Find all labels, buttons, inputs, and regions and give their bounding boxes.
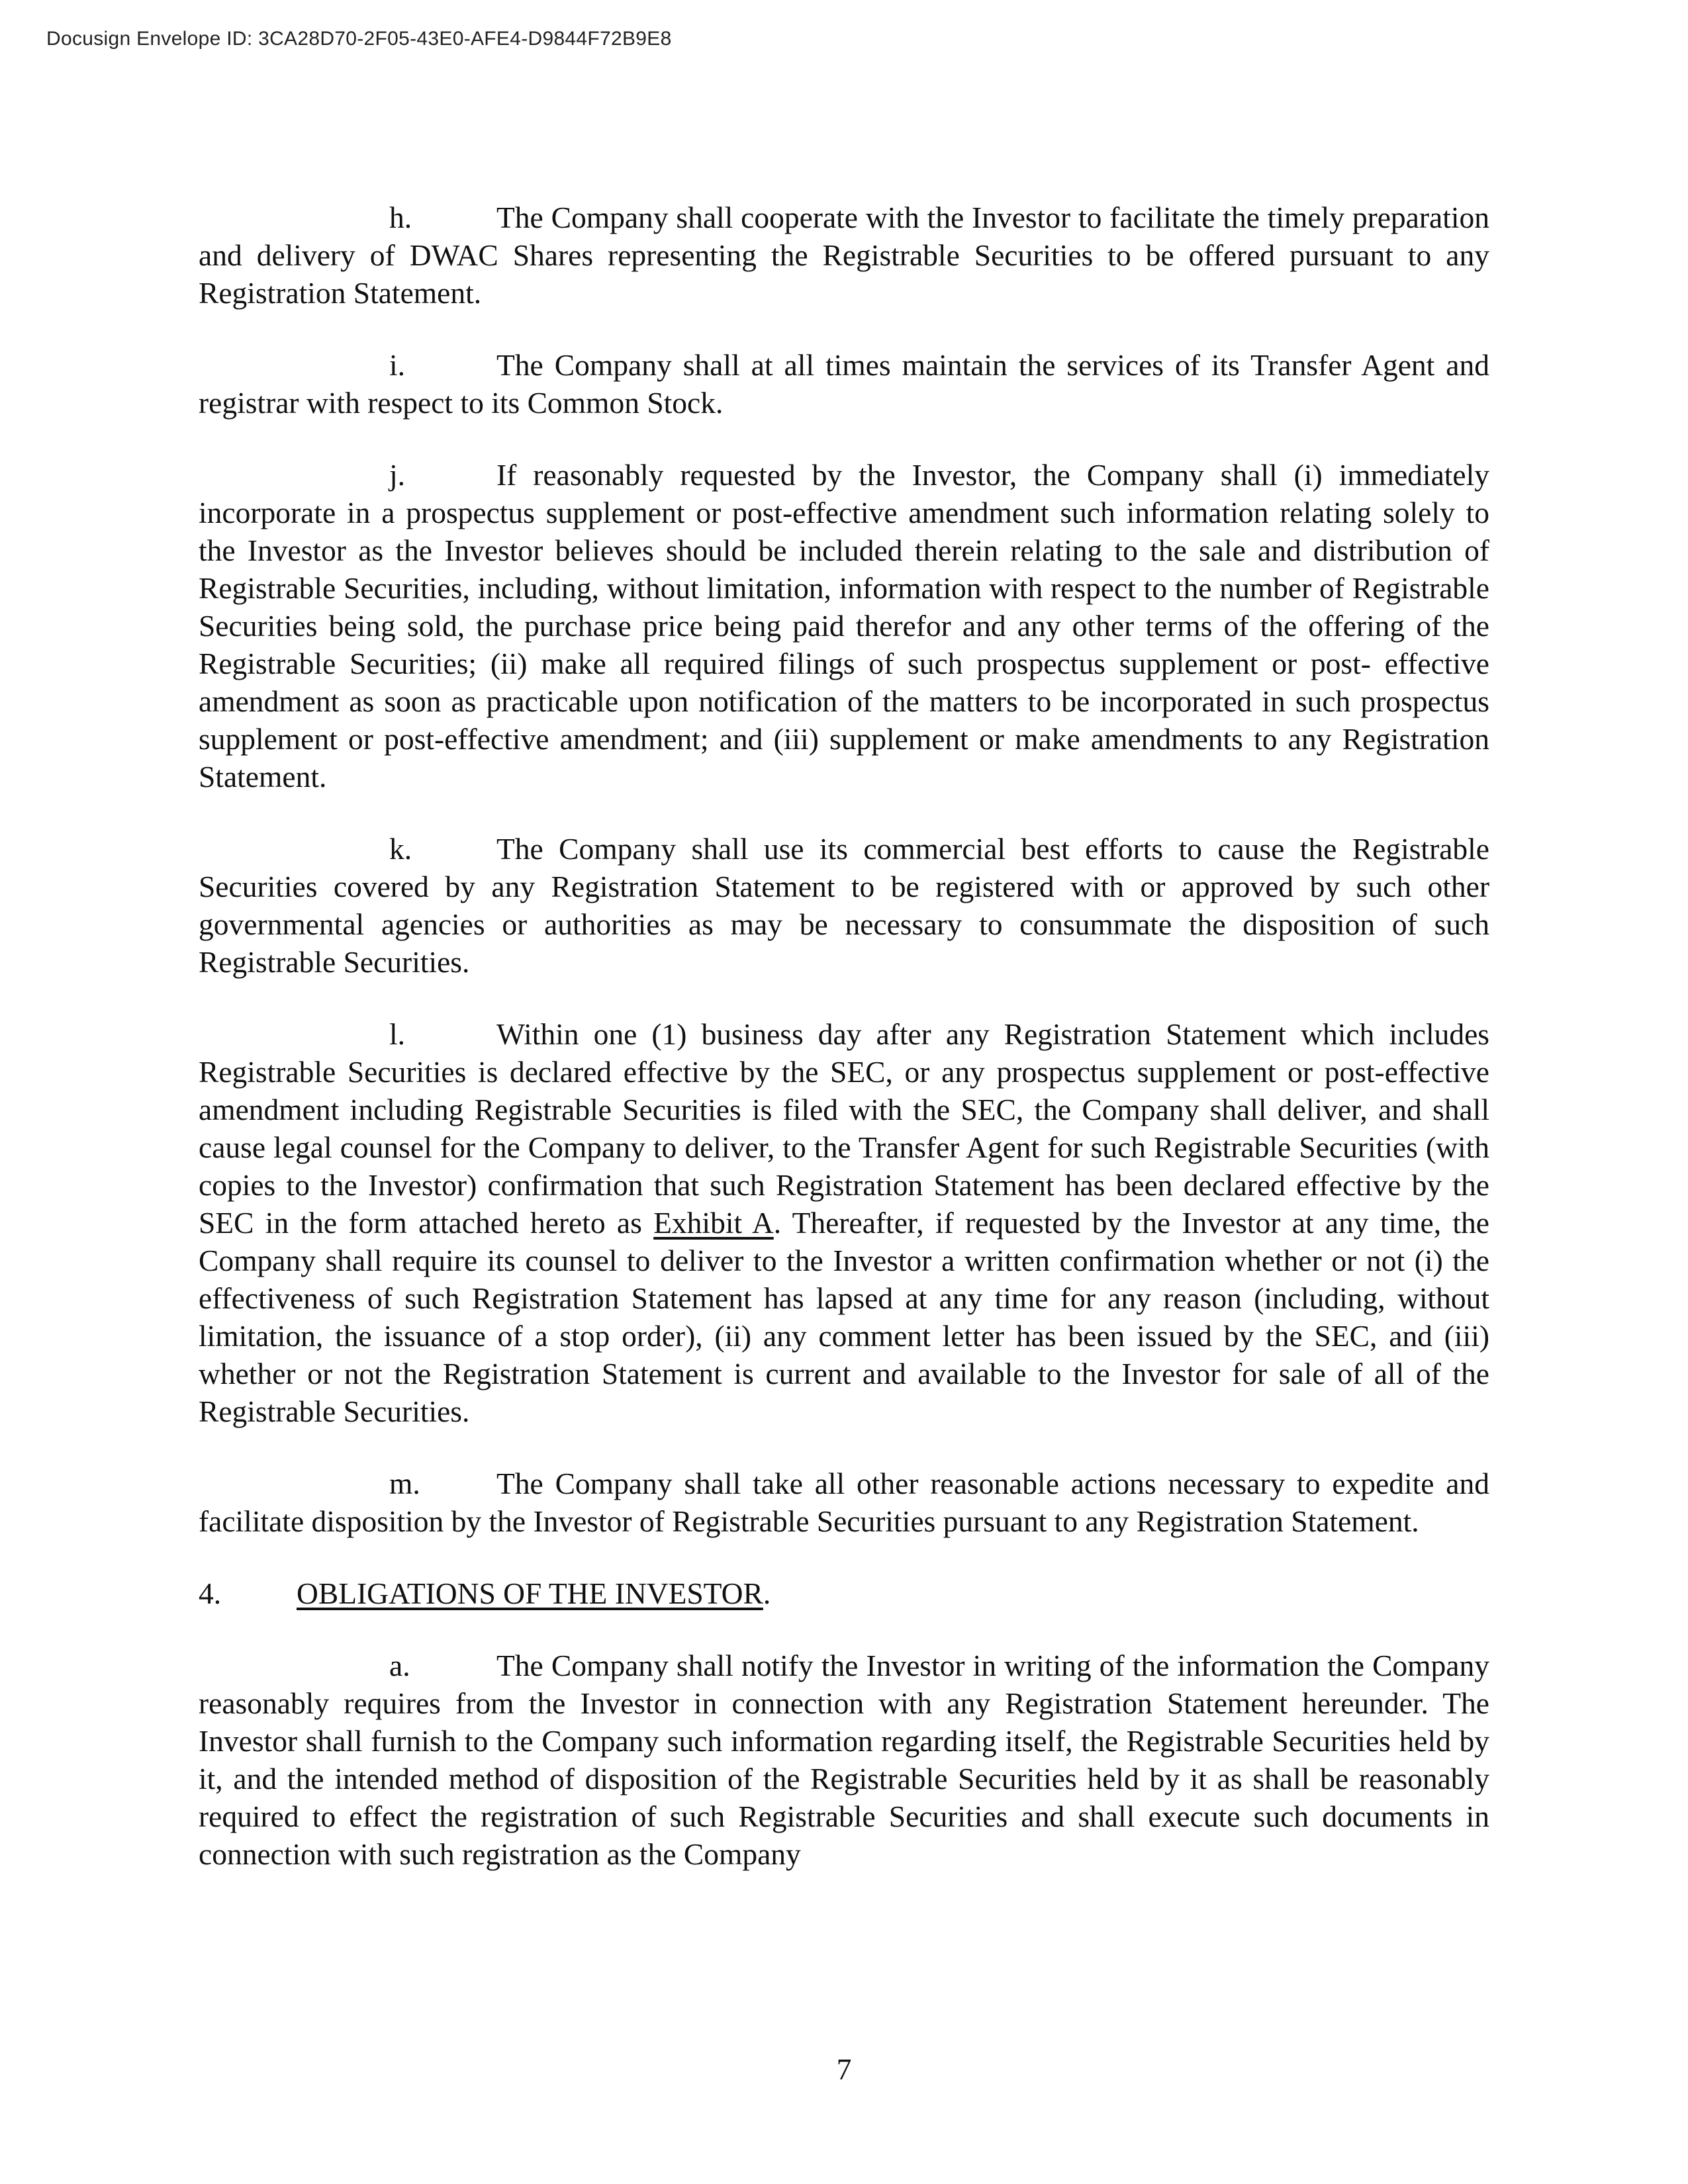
- section-heading-4: [199, 1574, 1489, 1612]
- paragraph-letter: k.: [389, 832, 412, 866]
- paragraph-text-after: . Thereafter, if requested by the Investor at any time, the Company shall require its counsel to deliver to the Investor a written confirmation whether or not (i) the effectiveness of such Registration Statement has lapsed at any time for any reason (including, without limitation, the issuance of a stop order), (ii) any comment letter has been issued by the SEC, and (iii) whether or not the Registration Statement is current and available to the Investor for sale of all of the Registrable Securities.: [199, 1206, 1489, 1428]
- paragraph-letter: l.: [389, 1017, 406, 1051]
- paragraph-i: [199, 346, 1489, 422]
- paragraph-letter: i.: [389, 348, 406, 382]
- paragraph-letter: m.: [389, 1467, 420, 1500]
- paragraph-text: The Company shall notify the Investor in writing of the information the Company reasonably requires from the Investor in connection with any Registration Statement hereunder. The Investor shall furnish to the Company such information regarding itself, the Registrable Securities held by it, and the intended method of disposition of the Registrable Securities held by it as shall be reasonably required to effect the registration of such Registrable Securities and shall execute such documents in connection with such registration as the Company: [199, 1649, 1489, 1871]
- paragraph-l: [199, 1015, 1489, 1430]
- section-number: 4.: [199, 1576, 222, 1610]
- paragraph-m: [199, 1465, 1489, 1540]
- paragraph-text: The Company shall at all times maintain the services of its Transfer Agent and registrar with respect to its Common Stock.: [199, 348, 1489, 420]
- paragraph-text: The Company shall take all other reasonable actions necessary to expedite and facilitate disposition by the Investor of Registrable Securities pursuant to any Registration Statement.: [199, 1467, 1489, 1538]
- exhibit-a-reference: Exhibit A: [653, 1206, 774, 1240]
- envelope-id: Docusign Envelope ID: 3CA28D70-2F05-43E0-AFE4-D9844F72B9E8: [46, 28, 672, 50]
- paragraph-k: [199, 830, 1489, 981]
- section-title-suffix: .: [763, 1576, 771, 1610]
- paragraph-letter: h.: [389, 201, 412, 234]
- section-title: OBLIGATIONS OF THE INVESTOR: [297, 1576, 763, 1610]
- paragraph-text: The Company shall cooperate with the Investor to facilitate the timely preparation and delivery of DWAC Shares representing the Registrable Securities to be offered pursuant to any Registration Statement.: [199, 201, 1489, 310]
- paragraph-text: If reasonably requested by the Investor, the Company shall (i) immediately incorporate in a prospectus supplement or post-effective amendment such information relating solely to the Investor as the Investor believes should be included therein relating to the sale and distribution of Registrable Securities, including, without limitation, information with respect to the number of Registrable Securities being sold, the purchase price being paid therefor and any other terms of the offering of the Registrable Securities; (ii) make all required filings of such prospectus supplement or post- effective amendment as soon as practicable upon notification of the matters to be incorporated in such prospectus supplement or post-effective amendment; and (iii) supplement or make amendments to any Registration Statement.: [199, 458, 1489, 794]
- paragraph-j: [199, 456, 1489, 796]
- paragraph-letter: j.: [389, 458, 406, 492]
- document-body: [199, 199, 1489, 1873]
- page-number: 7: [836, 2052, 852, 2086]
- paragraph-h: [199, 199, 1489, 312]
- paragraph-text-before: Within one (1) business day after any Registration Statement which includes Registrable Securities is declared effective by the SEC, or any prospectus supplement or post-effective amendment including Registrable Securities is filed with the SEC, the Company shall deliver, and shall cause legal counsel for the Company to deliver, to the Transfer Agent for such Registrable Securities (with copies to the Investor) confirmation that such Registration Statement has been declared effective by the SEC in the form attached hereto as: [199, 1017, 1489, 1240]
- paragraph-text: The Company shall use its commercial best efforts to cause the Registrable Securities covered by any Registration Statement to be registered with or approved by such other governmental agencies or authorities as may be necessary to consummate the disposition of such Registrable Securities.: [199, 832, 1489, 979]
- paragraph-4a: [199, 1647, 1489, 1873]
- paragraph-letter: a.: [389, 1649, 410, 1682]
